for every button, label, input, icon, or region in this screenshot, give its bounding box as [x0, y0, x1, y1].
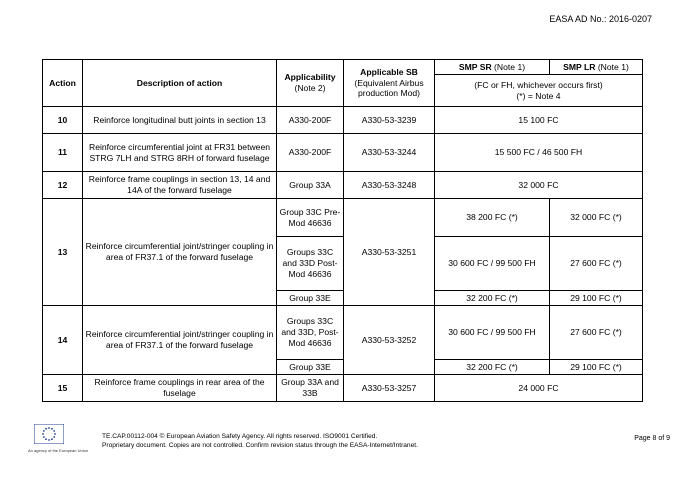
header-smp-lr: [550, 60, 643, 75]
row-description: Reinforce frame couplings in rear area of the fuselage: [83, 375, 277, 402]
row-smp-sr: 38 200 FC (*): [435, 199, 550, 237]
header-applicability-note: (Note 2): [294, 83, 326, 93]
row-applicability: Group 33E: [277, 291, 344, 306]
row-smp-sr: 32 200 FC (*): [435, 360, 550, 375]
row-applicability: Group 33E: [277, 360, 344, 375]
table-header-row: [43, 60, 643, 75]
header-smp-sr-label: SMP SR: [458, 61, 492, 72]
footer-copyright: [102, 433, 418, 451]
row-sb: A330-53-3257: [344, 375, 435, 402]
row-smp-sr: 30 600 FC / 99 500 FH: [435, 237, 550, 291]
row-smp-sr: 30 600 FC / 99 500 FH: [435, 306, 550, 360]
table-row: [43, 107, 643, 134]
agency-caption: An agency of the European Union: [28, 448, 89, 453]
row-applicability: Groups 33C and 33D, Post-Mod 46636: [277, 306, 344, 360]
header-action: Action: [43, 60, 83, 107]
row-description: Reinforce circumferential joint/stringer coupling in area of FR37.1 of the forward fuselage: [83, 306, 277, 375]
row-description: Reinforce frame couplings in section 13, 14 and 14A of the forward fuselage: [83, 172, 277, 199]
table-row: [43, 172, 643, 199]
ad-number: EASA AD No.: 2016-0207: [549, 14, 652, 24]
header-sb-title: Applicable SB: [360, 66, 418, 77]
eu-flag-logo: [34, 424, 64, 444]
table-row: [43, 375, 643, 402]
page-number: Page 8 of 9: [634, 435, 670, 442]
row-action: 14: [43, 306, 83, 375]
row-smp-lr: 27 600 FC (*): [550, 306, 643, 360]
row-action: 12: [43, 172, 83, 199]
row-action: 15: [43, 375, 83, 402]
row-description: Reinforce circumferential joint/stringer coupling in area of FR37.1 of the forward fuselage: [83, 199, 277, 306]
row-action: 13: [43, 199, 83, 306]
ad-actions-table: [42, 59, 643, 402]
header-sb-sub: (Equivalent Airbus production Mod): [354, 77, 424, 99]
row-smp-lr: 27 600 FC (*): [550, 237, 643, 291]
header-fc-fh-line2: (*) = Note 4: [516, 90, 561, 101]
row-smp: 15 500 FC / 46 500 FH: [435, 134, 643, 172]
row-description: Reinforce longitudinal butt joints in section 13: [83, 107, 277, 134]
table-row: [43, 134, 643, 172]
row-sb: A330-53-3248: [344, 172, 435, 199]
row-action: 11: [43, 134, 83, 172]
header-applicability-title: Applicability: [284, 72, 336, 83]
footer-line-2: Proprietary document. Copies are not controlled. Confirm revision status through the EASA-Internet/Intranet.: [102, 441, 418, 449]
header-description: Description of action: [83, 60, 277, 107]
header-applicability: [277, 60, 344, 107]
row-sb: A330-53-3239: [344, 107, 435, 134]
row-action: 10: [43, 107, 83, 134]
table-row: [43, 306, 643, 360]
row-sb: A330-53-3251: [344, 199, 435, 306]
header-smp-sr-note: (Note 1): [491, 61, 526, 72]
row-smp-lr: 29 100 FC (*): [550, 360, 643, 375]
footer-line-1: TE.CAP.00112-004 © European Aviation Safety Agency. All rights reserved. ISO9001 Certified.: [102, 433, 378, 440]
row-smp: 32 000 FC: [435, 172, 643, 199]
header-fc-fh-line1: (FC or FH, whichever occurs first): [474, 79, 603, 90]
header-smp-sr: [435, 60, 550, 75]
row-description: Reinforce circumferential joint at FR31 between STRG 7LH and STRG 8RH of forward fuselage: [83, 134, 277, 172]
header-smp-lr-note: (Note 1): [595, 61, 629, 72]
row-smp-lr: 32 000 FC (*): [550, 199, 643, 237]
row-applicability: A330-200F: [277, 134, 344, 172]
row-sb: A330-53-3244: [344, 134, 435, 172]
row-smp-sr: 32 200 FC (*): [435, 291, 550, 306]
row-applicability: Group 33A: [277, 172, 344, 199]
row-applicability: Group 33C Pre-Mod 46636: [277, 199, 344, 237]
header-smp-lr-label: SMP LR: [563, 61, 596, 72]
row-smp-lr: 29 100 FC (*): [550, 291, 643, 306]
header-fc-fh: [435, 75, 643, 107]
row-applicability: Groups 33C and 33D Post-Mod 46636: [277, 237, 344, 291]
row-smp: 15 100 FC: [435, 107, 643, 134]
row-smp: 24 000 FC: [435, 375, 643, 402]
row-applicability: A330-200F: [277, 107, 344, 134]
table-row: [43, 199, 643, 237]
row-sb: A330-53-3252: [344, 306, 435, 375]
header-applicable-sb: [344, 60, 435, 107]
row-applicability: Group 33A and 33B: [277, 375, 344, 402]
